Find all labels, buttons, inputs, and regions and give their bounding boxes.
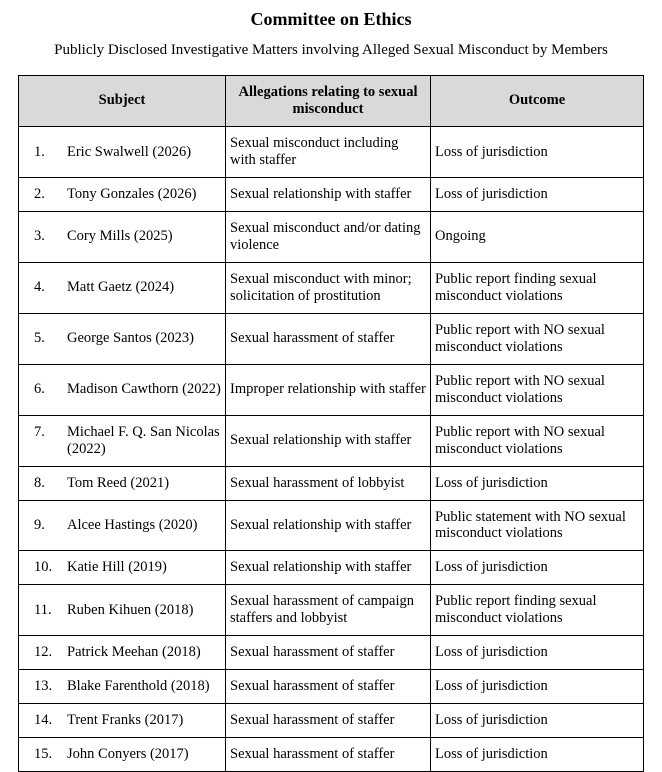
subject-entry xyxy=(34,475,221,492)
subject-name: Cory Mills (2025) xyxy=(67,228,173,245)
subject-cell xyxy=(19,704,226,738)
subject-name: Madison Cawthorn (2022) xyxy=(67,381,221,398)
subject-entry xyxy=(34,602,221,619)
row-number: 15. xyxy=(34,746,53,763)
subject-entry xyxy=(34,186,221,203)
header-allegations: Allegations relating to sexual misconduct xyxy=(226,75,431,126)
outcome-cell: Loss of jurisdiction xyxy=(431,636,644,670)
subject-entry xyxy=(34,746,221,763)
outcome-cell: Public report finding sexual misconduct violations xyxy=(431,262,644,313)
subject-cell xyxy=(19,212,226,263)
subject-cell xyxy=(19,313,226,364)
header-row xyxy=(19,75,644,126)
subject-name: Tom Reed (2021) xyxy=(67,474,170,491)
subject-entry xyxy=(34,228,221,245)
row-number: 13. xyxy=(34,678,53,695)
allegation-cell: Sexual harassment of staffer xyxy=(226,670,431,704)
subject-entry xyxy=(34,381,221,398)
subject-entry xyxy=(34,678,221,695)
subject-entry xyxy=(34,144,221,161)
allegation-cell: Sexual relationship with staffer xyxy=(226,415,431,466)
header-outcome: Outcome xyxy=(431,75,644,126)
subject-name: Eric Swalwell (2026) xyxy=(67,143,192,160)
subject-entry xyxy=(34,330,221,347)
table-row xyxy=(19,212,644,263)
allegation-cell: Sexual harassment of staffer xyxy=(226,636,431,670)
header-subject: Subject xyxy=(19,75,226,126)
allegation-cell: Sexual harassment of lobbyist xyxy=(226,466,431,500)
row-number: 1. xyxy=(34,143,45,160)
table-body xyxy=(19,127,644,772)
outcome-cell: Loss of jurisdiction xyxy=(431,178,644,212)
allegation-cell: Sexual relationship with staffer xyxy=(226,178,431,212)
subject-cell xyxy=(19,364,226,415)
allegation-cell: Sexual misconduct including with staffer xyxy=(226,127,431,178)
outcome-cell: Ongoing xyxy=(431,212,644,263)
subject-cell xyxy=(19,585,226,636)
subject-entry xyxy=(34,644,221,661)
allegation-cell: Sexual harassment of campaign staffers and lobbyist xyxy=(226,585,431,636)
subject-name: Michael F. Q. San Nicolas (2022) xyxy=(67,423,220,457)
subject-cell xyxy=(19,178,226,212)
subject-cell xyxy=(19,670,226,704)
allegation-cell: Sexual harassment of staffer xyxy=(226,704,431,738)
subject-cell xyxy=(19,127,226,178)
subject-name: Katie Hill (2019) xyxy=(67,559,167,576)
subject-cell xyxy=(19,636,226,670)
row-number: 5. xyxy=(34,330,45,347)
row-number: 10. xyxy=(34,559,53,576)
table-row xyxy=(19,178,644,212)
subject-cell xyxy=(19,551,226,585)
table-row xyxy=(19,738,644,772)
row-number: 6. xyxy=(34,381,45,398)
row-number: 3. xyxy=(34,228,45,245)
page-subtitle: Publicly Disclosed Investigative Matters involving Alleged Sexual Misconduct by Members xyxy=(54,41,608,58)
subject-name: Blake Farenthold (2018) xyxy=(67,678,210,695)
row-number: 8. xyxy=(34,474,45,491)
allegation-cell: Sexual misconduct with minor; solicitation of prostitution xyxy=(226,262,431,313)
table-row xyxy=(19,127,644,178)
table-row xyxy=(19,262,644,313)
outcome-cell: Loss of jurisdiction xyxy=(431,551,644,585)
table-row xyxy=(19,313,644,364)
subject-name: Matt Gaetz (2024) xyxy=(67,279,175,296)
outcome-cell: Loss of jurisdiction xyxy=(431,127,644,178)
row-number: 11. xyxy=(34,601,52,618)
subject-name: Alcee Hastings (2020) xyxy=(67,516,198,533)
subject-entry xyxy=(34,424,221,458)
subject-entry xyxy=(34,517,221,534)
allegation-cell: Improper relationship with staffer xyxy=(226,364,431,415)
subject-entry xyxy=(34,279,221,296)
subject-entry xyxy=(34,559,221,576)
table-row xyxy=(19,704,644,738)
outcome-cell: Public report with NO sexual misconduct violations xyxy=(431,313,644,364)
page-title: Committee on Ethics xyxy=(250,9,412,29)
subject-name: Patrick Meehan (2018) xyxy=(67,644,201,661)
table-header xyxy=(19,75,644,126)
table-row xyxy=(19,500,644,551)
allegation-cell: Sexual relationship with staffer xyxy=(226,500,431,551)
outcome-cell: Loss of jurisdiction xyxy=(431,466,644,500)
outcome-cell: Public report with NO sexual misconduct violations xyxy=(431,415,644,466)
table-row xyxy=(19,636,644,670)
subject-cell xyxy=(19,415,226,466)
subject-cell xyxy=(19,262,226,313)
row-number: 12. xyxy=(34,644,53,661)
allegation-cell: Sexual relationship with staffer xyxy=(226,551,431,585)
outcome-cell: Public report with NO sexual misconduct violations xyxy=(431,364,644,415)
outcome-cell: Public statement with NO sexual misconduct violations xyxy=(431,500,644,551)
allegation-cell: Sexual harassment of staffer xyxy=(226,313,431,364)
outcome-cell: Loss of jurisdiction xyxy=(431,704,644,738)
subject-entry xyxy=(34,712,221,729)
table-row xyxy=(19,585,644,636)
row-number: 4. xyxy=(34,279,45,296)
table-row xyxy=(19,551,644,585)
table-row xyxy=(19,415,644,466)
outcome-cell: Public report finding sexual misconduct violations xyxy=(431,585,644,636)
subject-cell xyxy=(19,500,226,551)
subject-cell xyxy=(19,738,226,772)
allegation-cell: Sexual harassment of staffer xyxy=(226,738,431,772)
outcome-cell: Loss of jurisdiction xyxy=(431,738,644,772)
row-number: 2. xyxy=(34,186,45,203)
row-number: 9. xyxy=(34,516,45,533)
subject-name: John Conyers (2017) xyxy=(67,746,189,763)
subject-name: Ruben Kihuen (2018) xyxy=(67,601,194,618)
table-row xyxy=(19,364,644,415)
subject-name: Tony Gonzales (2026) xyxy=(67,186,197,203)
subject-name: George Santos (2023) xyxy=(67,330,194,347)
ethics-table xyxy=(18,75,644,772)
subject-cell xyxy=(19,466,226,500)
table-row xyxy=(19,466,644,500)
allegation-cell: Sexual misconduct and/or dating violence xyxy=(226,212,431,263)
outcome-cell: Loss of jurisdiction xyxy=(431,670,644,704)
subject-name: Trent Franks (2017) xyxy=(67,712,184,729)
row-number: 7. xyxy=(34,423,45,440)
table-row xyxy=(19,670,644,704)
row-number: 14. xyxy=(34,712,53,729)
